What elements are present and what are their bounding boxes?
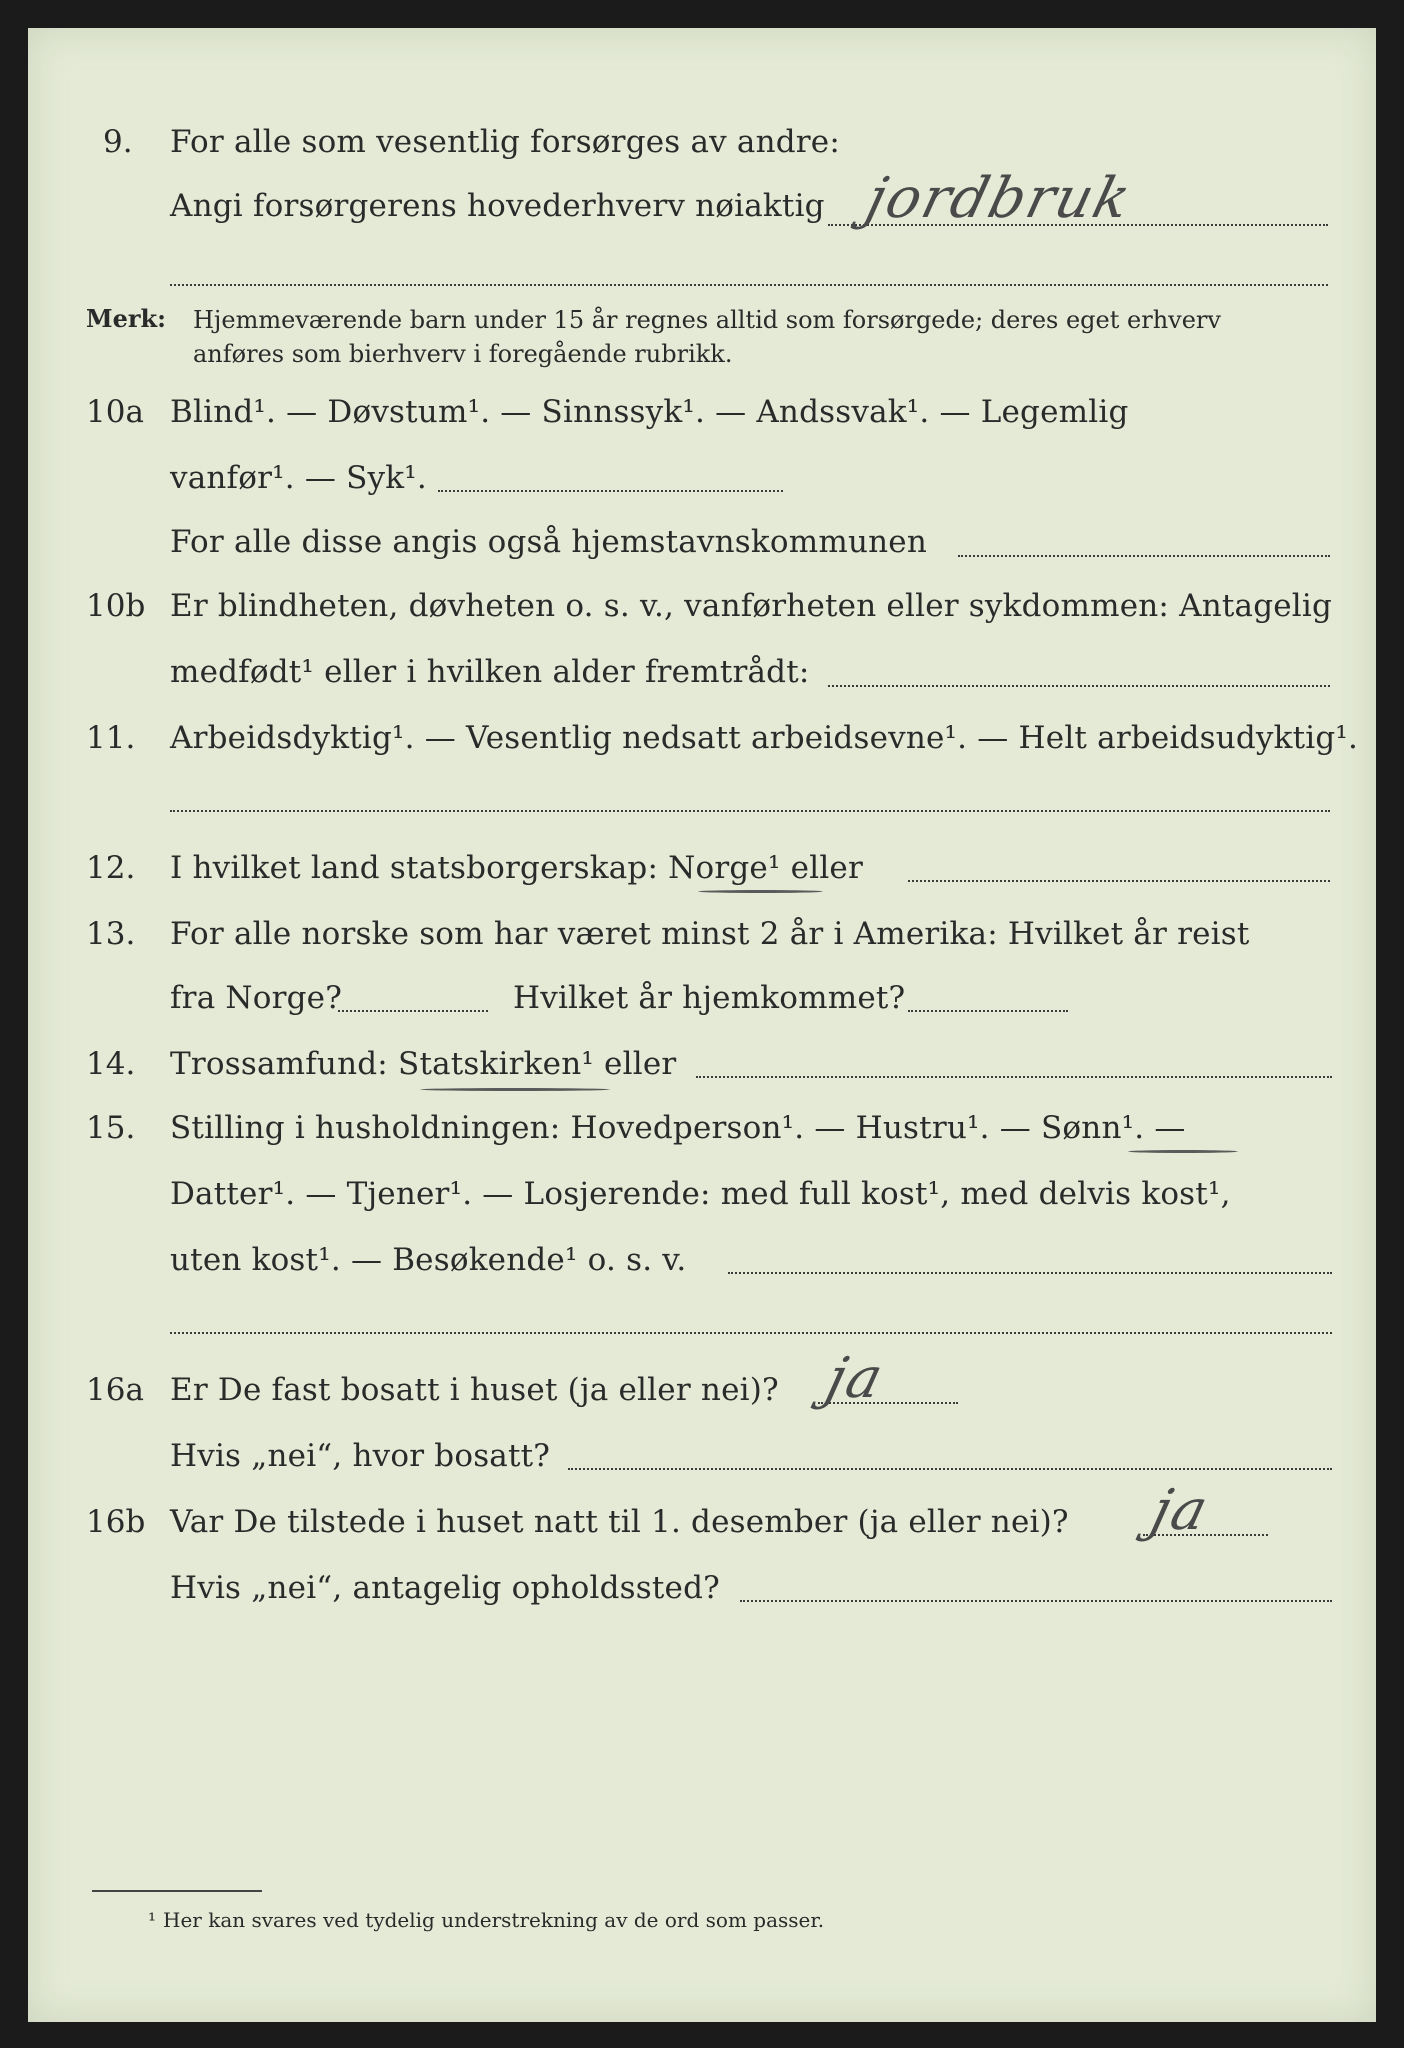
question-10b-answer-line[interactable] (828, 685, 1330, 687)
question-14-number: 14. (86, 1046, 136, 1082)
question-15-extra-line[interactable] (170, 1332, 1332, 1334)
question-16b-line-1: Var De tilstede i huset natt til 1. desember (ja eller nei)? (170, 1504, 1069, 1540)
question-16b-line-2: Hvis „nei“, antagelig opholdssted? (170, 1570, 720, 1606)
question-11-answer-line[interactable] (170, 810, 1330, 812)
question-12-number: 12. (86, 850, 136, 886)
question-14-statskirken-underline (420, 1088, 610, 1091)
question-16a-bosatt-line[interactable] (568, 1468, 1332, 1470)
question-10b-number: 10b (86, 588, 146, 624)
question-16a-handwritten-answer: ja (819, 1346, 891, 1411)
footnote-text: Her kan svares ved tydelig understrekning av de ord som passer. (163, 1908, 825, 1932)
question-14-answer-line[interactable] (696, 1076, 1332, 1078)
question-15-sonn-underline (1128, 1150, 1238, 1153)
question-12-norge-underline (698, 890, 823, 893)
question-9-line-2: Angi forsørgerens hovederhverv nøiaktig (170, 188, 825, 224)
question-9-handwritten-answer: jordbruk (859, 166, 1139, 231)
question-16a-number: 16a (86, 1372, 144, 1408)
question-16a-line-1: Er De fast bosatt i huset (ja eller nei)? (170, 1372, 779, 1408)
question-10a-line-1: Blind¹. — Døvstum¹. — Sinnssyk¹. — Andssvak¹. — Legemlig (170, 394, 1129, 430)
merk-label: Merk: (86, 304, 166, 333)
question-9-extra-line[interactable] (170, 284, 1328, 286)
question-10a-number: 10a (86, 394, 144, 430)
question-13-line-1: For alle norske som har været minst 2 år i Amerika: Hvilket år reist (170, 916, 1250, 952)
merk-text-line-2: anføres som bierhverv i foregående rubrikk. (193, 340, 733, 368)
question-10a-line-2: vanfør¹. — Syk¹. (170, 460, 427, 496)
question-16a-line-2: Hvis „nei“, hvor bosatt? (170, 1438, 551, 1474)
question-15-number: 15. (86, 1110, 136, 1146)
question-12-answer-line[interactable] (908, 880, 1330, 882)
question-10b-line-2: medfødt¹ eller i hvilken alder fremtrådt: (170, 654, 810, 690)
question-15-line-3: uten kost¹. — Besøkende¹ o. s. v. (170, 1242, 687, 1278)
question-13-number: 13. (86, 916, 136, 952)
question-11-line-1: Arbeidsdyktig¹. — Vesentlig nedsatt arbeidsevne¹. — Helt arbeidsudyktig¹. (170, 720, 1359, 756)
question-16b-opholdssted-line[interactable] (740, 1600, 1332, 1602)
question-9-number: 9. (103, 124, 133, 160)
census-form-page (28, 28, 1376, 2022)
question-15-line-2: Datter¹. — Tjener¹. — Losjerende: med full kost¹, med delvis kost¹, (170, 1176, 1231, 1212)
question-10a-line-3: For alle disse angis også hjemstavnskommunen (170, 524, 927, 560)
question-13-reist-line[interactable] (338, 1010, 488, 1012)
question-15-answer-line[interactable] (728, 1272, 1332, 1274)
question-10a-kommune-line[interactable] (958, 555, 1330, 557)
merk-text-line-1: Hjemmeværende barn under 15 år regnes alltid som forsørgede; deres eget erhverv (193, 306, 1221, 334)
question-14-line-1: Trossamfund: Statskirken¹ eller (170, 1046, 677, 1082)
question-13-line-2a: fra Norge? (170, 980, 343, 1016)
question-16b-number: 16b (86, 1504, 146, 1540)
question-12-line-1: I hvilket land statsborgerskap: Norge¹ eller (170, 850, 863, 886)
footnote-mark: ¹ (148, 1908, 157, 1932)
question-10b-line-1: Er blindheten, døvheten o. s. v., vanførheten eller sykdommen: Antagelig (170, 588, 1333, 624)
question-11-number: 11. (86, 720, 136, 756)
question-10a-syk-line[interactable] (438, 490, 783, 492)
question-9-line-1: For alle som vesentlig forsørges av andre: (170, 124, 840, 160)
question-13-line-2b: Hvilket år hjemkommet? (513, 980, 906, 1016)
question-15-line-1: Stilling i husholdningen: Hovedperson¹. — Hustru¹. — Sønn¹. — (170, 1110, 1186, 1146)
question-13-hjemkommet-line[interactable] (908, 1010, 1068, 1012)
footnote-rule (92, 1890, 262, 1892)
question-16b-handwritten-answer: ja (1144, 1478, 1216, 1543)
